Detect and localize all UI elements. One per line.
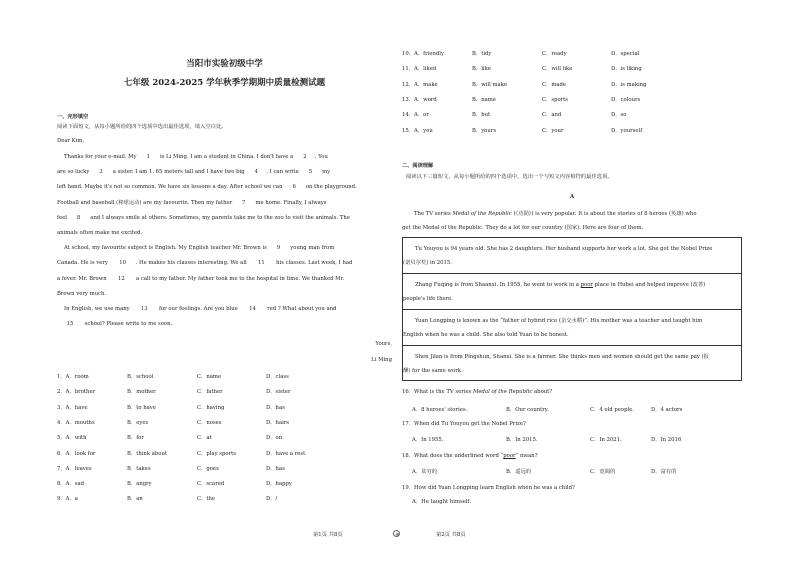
option-a[interactable]: 8．A．sad	[57, 481, 85, 488]
cloze-blank[interactable]: 2	[295, 150, 315, 165]
option-row	[57, 494, 397, 504]
option-b[interactable]: B．think about	[127, 450, 168, 457]
passage-text: . You	[314, 154, 328, 160]
option-d[interactable]: D．on	[266, 435, 283, 442]
option-b[interactable]: B．angry	[127, 481, 152, 488]
option-c[interactable]: C．will like	[542, 66, 573, 73]
school-title: 当阳市实验初级中学	[186, 59, 263, 69]
option-row	[57, 433, 397, 443]
question-17: 17．When did Tu Youyou get the Nobel Prize?	[402, 421, 526, 427]
passage-text: . He makes his classes interesting. We all	[135, 260, 249, 267]
option-b[interactable]: B．but	[472, 112, 491, 119]
option-row	[402, 110, 742, 120]
option-d[interactable]: D．4 actors	[651, 407, 683, 413]
option-b[interactable]: B．like	[472, 66, 491, 73]
hero-text: Tu Youyou is 94 years old. She has 2 daughters. Her husband supports her work a lot. She got the Nobel Prize	[415, 246, 713, 252]
option-a[interactable]: 1．A．room	[57, 374, 89, 380]
option-row	[402, 95, 742, 105]
passage-line	[57, 272, 392, 287]
option-b[interactable]: B．Our country.	[506, 407, 549, 413]
option-c[interactable]: C．having	[197, 404, 225, 411]
passage-text: left hand. Maybe it's not so common. We have six lessons a day. After school we can	[57, 184, 285, 191]
option-b[interactable]: B．遥远的	[506, 469, 532, 475]
option-a[interactable]: 2．A．brother	[57, 389, 96, 396]
option-row	[57, 372, 397, 382]
question-16	[402, 390, 552, 395]
passage-text: animals often make me excited.	[57, 229, 143, 236]
option-c[interactable]: C．the	[197, 496, 216, 503]
passage-text: Canada. He is very	[57, 260, 110, 267]
heroes-table	[402, 237, 742, 381]
passage-text: young man from	[288, 245, 335, 252]
passage-line	[57, 287, 392, 302]
option-row	[402, 126, 742, 136]
option-d[interactable]: D．have a rest	[266, 450, 306, 457]
option-b[interactable]: B．will make	[472, 81, 508, 88]
q18-options	[402, 467, 742, 477]
option-c[interactable]: C．father	[197, 389, 223, 396]
passage-line	[57, 226, 392, 241]
option-c[interactable]: C．noses	[197, 419, 222, 426]
question-19: 19．How did Yuan Longping learn English when he was a child?	[402, 485, 575, 491]
passage-line	[57, 150, 392, 165]
page-number-right: 第2页 共8页	[436, 532, 466, 538]
passage-text: his classes. Last week, I had	[274, 260, 353, 267]
series-name: Medal of the Republic	[452, 211, 512, 217]
option-row	[57, 479, 397, 489]
question-text: about?	[532, 389, 553, 395]
passage-line	[57, 165, 392, 180]
option-c[interactable]: C．made	[542, 81, 567, 88]
option-c[interactable]: C．ready	[542, 51, 567, 57]
passage-line	[57, 196, 392, 211]
passage-text: Thanks for your e-mail. My	[64, 154, 139, 160]
option-d[interactable]: D．is liking	[611, 66, 642, 73]
passage-line	[57, 256, 392, 271]
hero-text: Yuan Longping is known as the “father of hybrid rice (杂交水稻)”. His mother was a teacher and taught him	[415, 318, 703, 324]
passage-text: red ? What about you and	[265, 305, 337, 312]
option-row	[402, 49, 742, 59]
passage-text: In English, we use many	[64, 305, 132, 312]
passage-line	[57, 211, 392, 226]
option-c[interactable]: C．scared	[197, 481, 225, 488]
letter-closing: Yours,	[375, 341, 392, 347]
option-b[interactable]: B．tidy	[472, 51, 492, 57]
cloze-blank[interactable]: 8	[69, 211, 89, 226]
option-d[interactable]: D．colours	[611, 96, 641, 103]
hero-text: (诺贝尔奖) in 2015.	[403, 260, 452, 266]
hero-box-3	[403, 310, 741, 346]
hero-text: Shen Jilan is from Pingshun, Shanxi. She is a farmer. She thinks men and women should get the same pay (报	[415, 354, 709, 360]
passage-line	[57, 241, 392, 256]
option-d[interactable]: D．class	[266, 374, 289, 380]
option-row	[402, 80, 742, 90]
cloze-blank[interactable]: 13	[131, 302, 157, 317]
section-2-instruction: 阅读以下三篇短文，从每小题所给的四个选项中，选出一个与短文内容相符的最佳选项。	[406, 174, 613, 180]
option-b[interactable]: B．takes	[127, 465, 151, 472]
passage-text: is Li Ming. I am a student in China. I don't have a	[158, 154, 295, 160]
cloze-blank[interactable]: 1	[138, 150, 158, 165]
underlined-word: poor	[580, 282, 593, 288]
option-a[interactable]: 9．A．a	[57, 496, 78, 503]
option-a[interactable]: 7．A．leaves	[57, 465, 92, 472]
option-a[interactable]: 11．A．liked	[402, 66, 437, 73]
passage-label: A	[569, 194, 575, 200]
passage-text: a sister. I am 1. 65 meters tall and I have two big	[111, 169, 247, 176]
cloze-blank[interactable]: 5	[300, 165, 320, 180]
passage-text: my	[320, 169, 331, 176]
exam-title: 七年级 2024-2025 学年秋季学期期中质量检测试题	[123, 78, 326, 88]
option-b[interactable]: B．In 2015.	[506, 437, 538, 443]
option-b[interactable]: B．name	[472, 96, 496, 103]
option-c[interactable]: C．goes	[197, 465, 219, 472]
hero-text: Zhang Fuqing is from Shaanxi. In 1955, he went to work in a poor place in Hubei and helped improve (改善)	[415, 282, 706, 288]
option-a[interactable]: 5．A．with	[57, 435, 87, 442]
option-a[interactable]: 13．A．word	[402, 96, 437, 103]
option-d[interactable]: D．富有的	[651, 469, 677, 475]
option-a[interactable]: 4．A．mouths	[57, 419, 95, 426]
hero-text: English when he was a child. She also told Yuan to be honest.	[403, 332, 569, 338]
option-d[interactable]: D．has	[266, 465, 285, 472]
intro-text: (《功勋》) is very popular. It is about the stories of 8 heroes (英雄) who	[511, 211, 697, 217]
cloze-blank[interactable]: 12	[108, 272, 134, 287]
hero-text: people's life there.	[403, 296, 453, 302]
option-row	[57, 464, 397, 474]
option-a[interactable]: 15．A．you	[402, 127, 433, 134]
binding-circle-icon	[393, 530, 400, 537]
passage-text: At school, my favourite subject is English. My English teacher Mr. Brown is	[64, 245, 269, 252]
section-2-heading: 二、阅读理解	[402, 163, 434, 169]
hero-box-1	[403, 238, 741, 274]
section-1-instruction: 阅读下面短文，从每小题所给的四个选项中选出最佳选项，填入空白处。	[57, 124, 227, 130]
option-b[interactable]: B．yours	[472, 127, 497, 134]
passage-text: a call to my father. My father took me to the hospital in time. We thanked Mr.	[134, 275, 345, 282]
letter-signature: Li Ming	[371, 357, 392, 363]
hero-box-4	[403, 346, 741, 382]
passage-text: school? Please write to me soon.	[83, 321, 173, 328]
cloze-blank[interactable]: 10	[110, 256, 136, 271]
option-b[interactable]: B．an	[127, 496, 143, 503]
passage-text: on the playground.	[304, 184, 357, 191]
intro-text: The TV series	[414, 211, 453, 217]
passage-line	[57, 180, 392, 195]
option-c[interactable]: C．your	[542, 127, 564, 134]
q16-options	[402, 405, 742, 415]
option-b[interactable]: B．mother	[127, 389, 156, 396]
passage-text: are so lucky	[57, 169, 92, 176]
option-a[interactable]: A．8 heroes' stories.	[412, 407, 468, 413]
passage-intro-line-2: get the Medal of the Republic. They do a lot for our country (国家). Here are four of them.	[402, 225, 644, 231]
cloze-blank[interactable]: 4	[246, 165, 266, 180]
option-row	[57, 449, 397, 459]
section-1-heading: 一、完形填空	[57, 114, 89, 120]
option-c[interactable]: C．4 old people.	[590, 407, 634, 413]
option-c[interactable]: C．play sports	[197, 450, 236, 457]
q19-option-a[interactable]: A．He taught himself.	[412, 499, 472, 505]
option-c[interactable]: C．name	[197, 374, 222, 380]
letter-greeting: Dear Kim,	[57, 138, 85, 144]
option-d[interactable]: D．/	[266, 496, 278, 503]
passage-text: Football and baseball (棒球运动) are my favourite. Then my father	[57, 199, 234, 206]
cloze-passage	[57, 150, 392, 332]
option-d[interactable]: D．sister	[266, 389, 291, 396]
page-number-left: 第1页 共8页	[313, 532, 343, 538]
option-row	[57, 403, 397, 413]
underlined-word: poor	[503, 453, 516, 459]
option-c[interactable]: C．In 2021.	[590, 437, 622, 443]
passage-intro-line-1	[414, 212, 697, 217]
cloze-blank[interactable]: 9	[269, 241, 289, 256]
passage-line	[57, 317, 392, 332]
option-b[interactable]: B．for	[127, 435, 144, 442]
option-d[interactable]: D．happy	[266, 481, 292, 488]
option-a[interactable]: 6．A．look for	[57, 450, 96, 457]
option-d[interactable]: D．hairs	[266, 419, 290, 426]
option-c[interactable]: C．宽阔的	[590, 469, 616, 475]
option-c[interactable]: C．and	[542, 112, 562, 119]
option-d[interactable]: D．yourself	[611, 127, 643, 134]
passage-text: a fever. Mr. Brown	[57, 275, 109, 282]
cloze-blank[interactable]: 3	[91, 165, 111, 180]
option-d[interactable]: D．so	[611, 112, 627, 119]
option-c[interactable]: C．sports	[542, 96, 569, 103]
option-a[interactable]: 3．A．have	[57, 404, 88, 411]
option-row	[57, 418, 397, 428]
passage-text: me home. Finally, I always	[253, 199, 327, 206]
option-d[interactable]: D．In 2016	[651, 437, 682, 443]
cloze-blank[interactable]: 6	[284, 180, 304, 195]
passage-line	[57, 302, 392, 317]
passage-text: and I always smile at others. Sometimes, my parents take me to the zoo to visit the animals. The	[88, 214, 350, 221]
passage-text: for our feelings. Are you blue	[157, 305, 240, 312]
option-d[interactable]: D．special	[611, 51, 640, 57]
option-c[interactable]: C．at	[197, 435, 212, 442]
option-a[interactable]: 12．A．make	[402, 81, 438, 88]
passage-text: . I can write	[266, 169, 301, 176]
option-b[interactable]: B．to have	[127, 404, 156, 411]
cloze-blank[interactable]: 15	[57, 317, 83, 332]
passage-text: Brown very much.	[57, 290, 107, 297]
cloze-blank[interactable]: 7	[234, 196, 254, 211]
option-row	[57, 387, 397, 397]
option-b[interactable]: B．school	[127, 374, 154, 380]
option-row	[402, 64, 742, 74]
option-d[interactable]: D．is making	[611, 81, 647, 88]
series-name: Medal of the Republic	[472, 389, 533, 395]
cloze-blank[interactable]: 14	[239, 302, 265, 317]
hero-text: 酬) for the same work.	[403, 368, 463, 374]
option-b[interactable]: B．eyes	[127, 419, 149, 426]
option-a[interactable]: A．In 1955.	[412, 437, 444, 443]
option-a[interactable]: 10．A．friendly	[402, 51, 444, 57]
option-a[interactable]: 14．A．or	[402, 112, 429, 119]
option-d[interactable]: D．has	[266, 404, 285, 411]
option-a[interactable]: A．贫穷的	[412, 469, 438, 475]
q17-options	[402, 435, 742, 445]
question-text: 16．What is the TV series	[402, 389, 473, 395]
cloze-blank[interactable]: 11	[248, 256, 274, 271]
passage-text: feel	[57, 214, 69, 221]
question-18: 18．What does the underlined word “poor” mean?	[402, 453, 538, 459]
hero-box-2	[403, 274, 741, 310]
